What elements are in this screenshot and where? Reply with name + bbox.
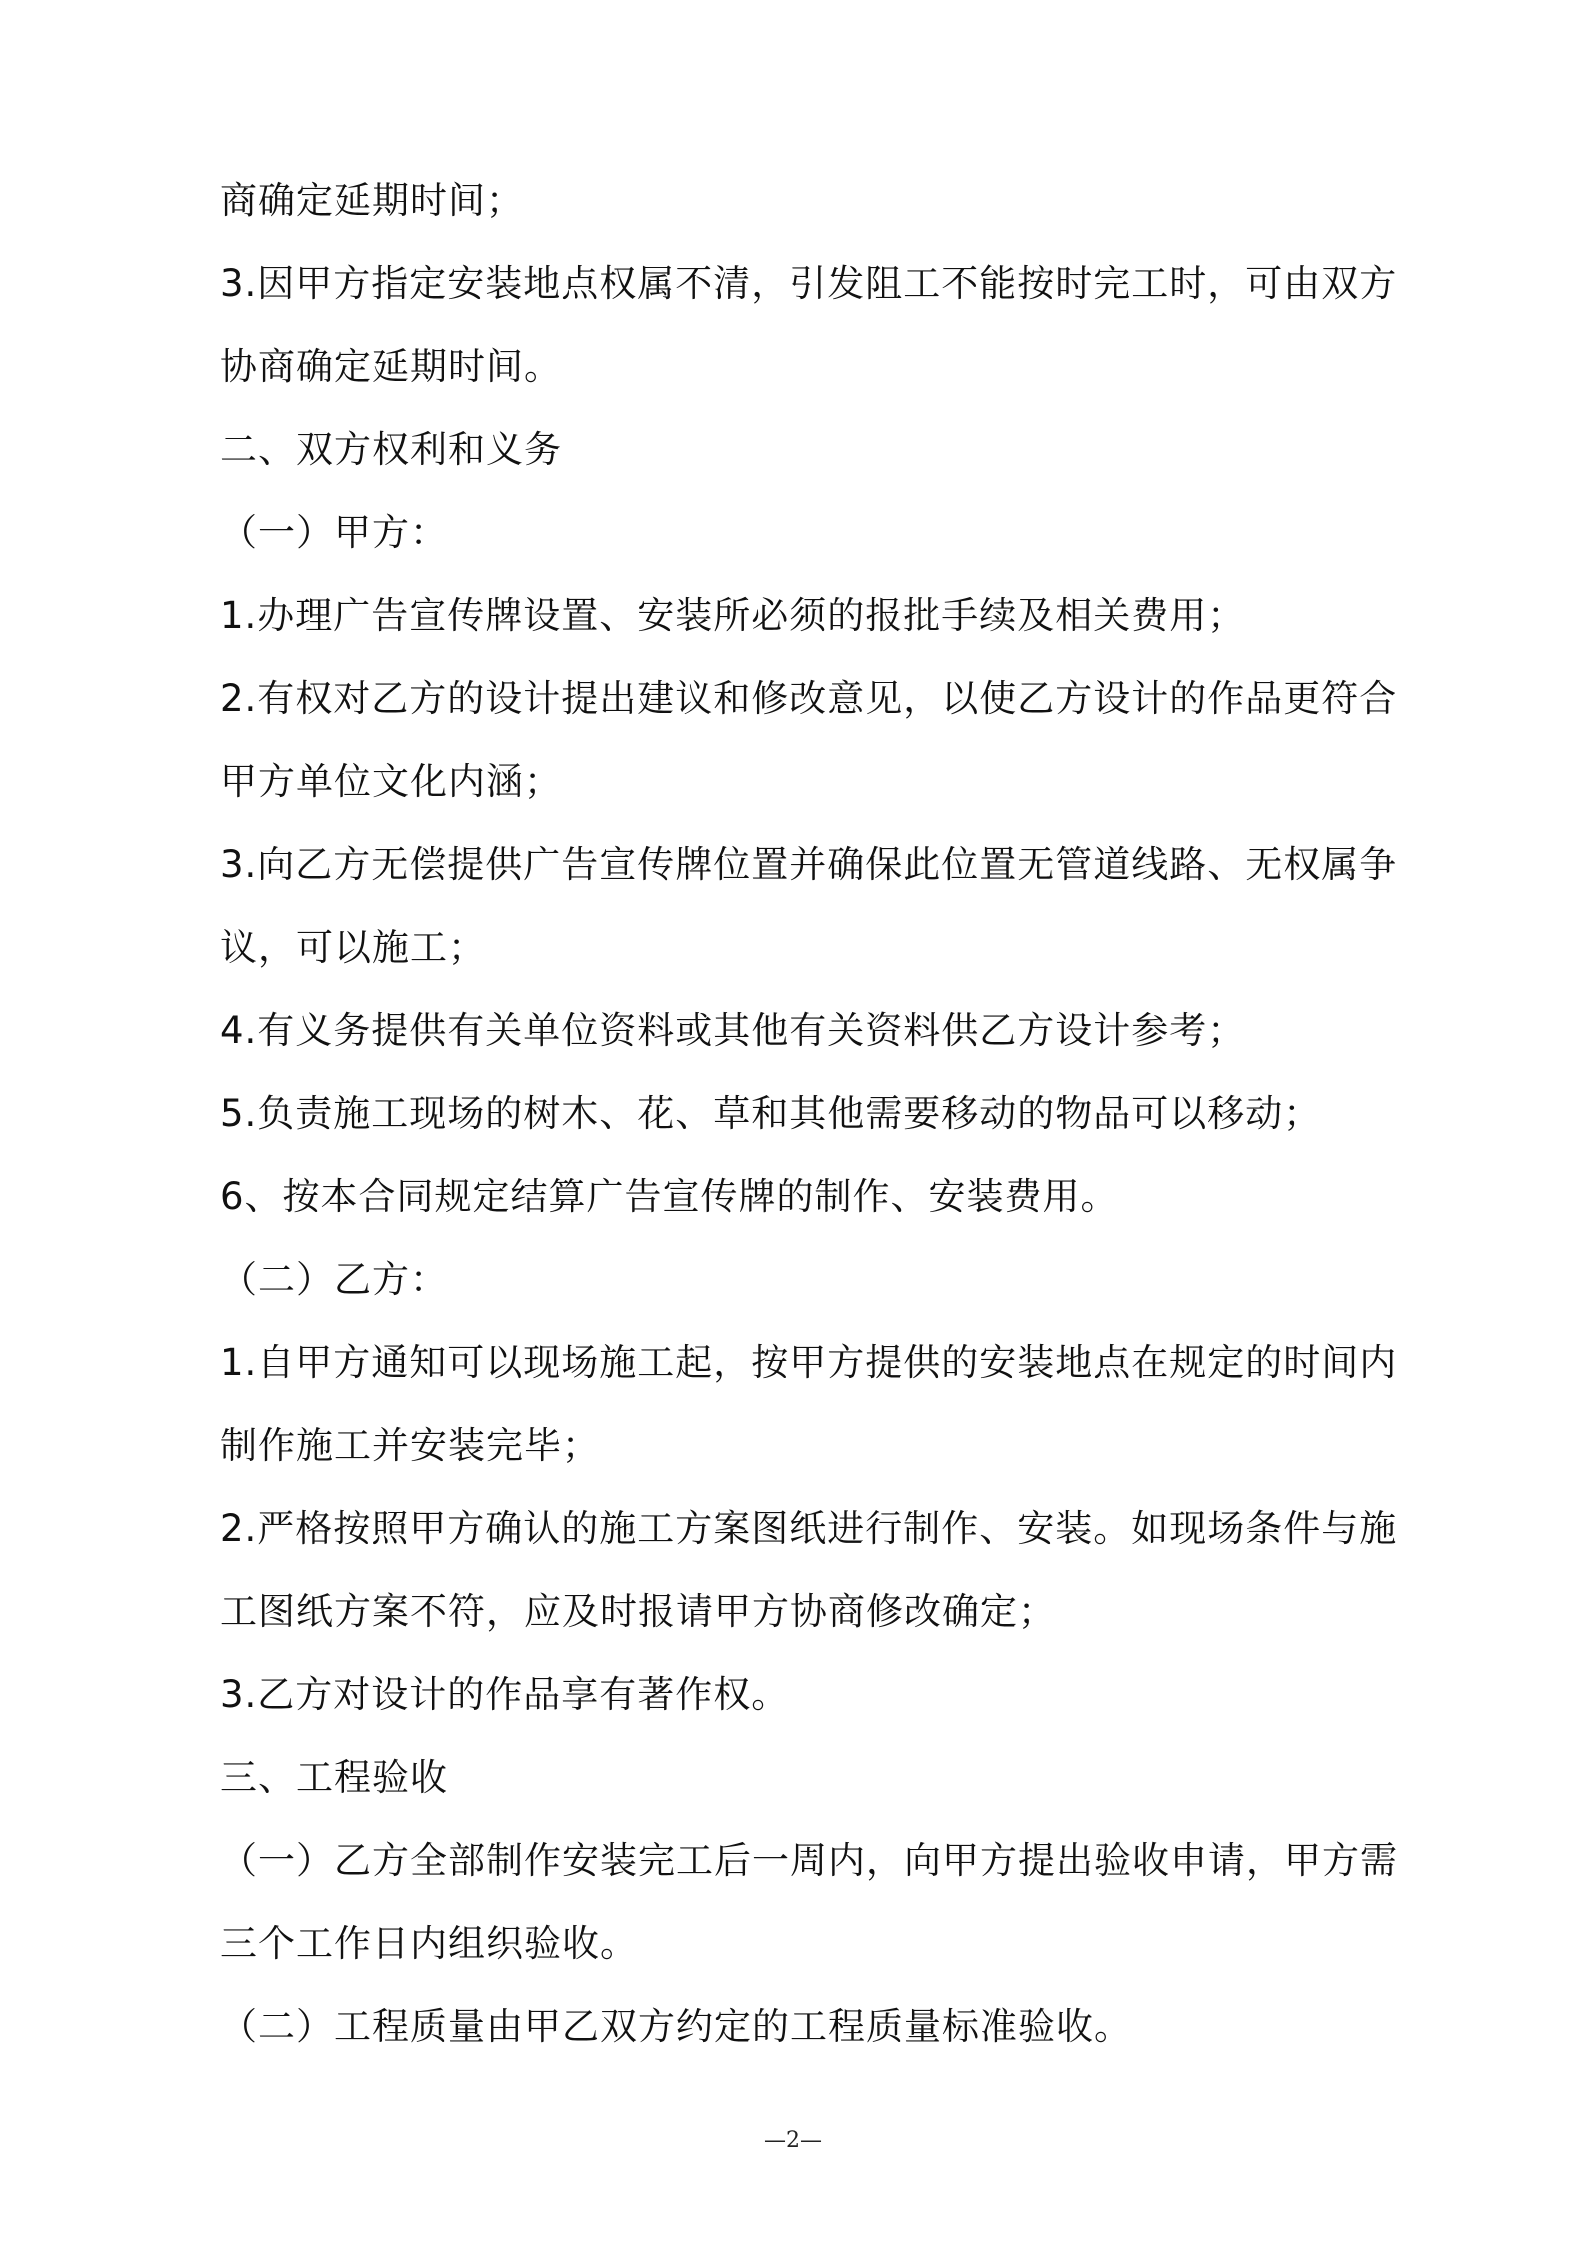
text-line: （二）工程质量由甲乙双方约定的工程质量标准验收。 [220, 2005, 1132, 2048]
text-line: 3.乙方对设计的作品享有著作权。 [220, 1673, 790, 1716]
text-line: （一）乙方全部制作安装完工后一周内，向甲方提出验收申请，甲方需 [220, 1839, 1398, 1882]
text-line: 2.有权对乙方的设计提出建议和修改意见，以使乙方设计的作品更符合 [220, 677, 1398, 720]
text-line: 5.负责施工现场的树木、花、草和其他需要移动的物品可以移动； [220, 1092, 1322, 1135]
text-line: 6、按本合同规定结算广告宣传牌的制作、安装费用。 [220, 1175, 1119, 1218]
text-line: 4.有义务提供有关单位资料或其他有关资料供乙方设计参考； [220, 1009, 1246, 1052]
text-line: 3.向乙方无偿提供广告宣传牌位置并确保此位置无管道线路、无权属争 [220, 843, 1398, 886]
page-number: —2— [764, 2128, 822, 2153]
subsection-heading: （一）甲方： [220, 511, 448, 554]
text-line: 2.严格按照甲方确认的施工方案图纸进行制作、安装。如现场条件与施 [220, 1507, 1398, 1550]
text-line: 工图纸方案不符，应及时报请甲方协商修改确定； [220, 1590, 1056, 1633]
text-line: 甲方单位文化内涵； [220, 760, 562, 803]
text-line: 三个工作日内组织验收。 [220, 1922, 638, 1965]
text-line: 商确定延期时间； [220, 179, 524, 222]
text-line: 制作施工并安装完毕； [220, 1424, 600, 1467]
subsection-heading: （二）乙方： [220, 1258, 448, 1301]
text-line: 协商确定延期时间。 [220, 345, 562, 388]
section-heading: 三、工程验收 [220, 1756, 448, 1799]
section-heading: 二、双方权利和义务 [220, 428, 562, 471]
text-line: 议，可以施工； [220, 926, 486, 969]
text-line: 3.因甲方指定安装地点权属不清，引发阻工不能按时完工时，可由双方 [220, 262, 1398, 305]
text-line: 1.自甲方通知可以现场施工起，按甲方提供的安装地点在规定的时间内 [220, 1341, 1398, 1384]
text-line: 1.办理广告宣传牌设置、安装所必须的报批手续及相关费用； [220, 594, 1246, 637]
